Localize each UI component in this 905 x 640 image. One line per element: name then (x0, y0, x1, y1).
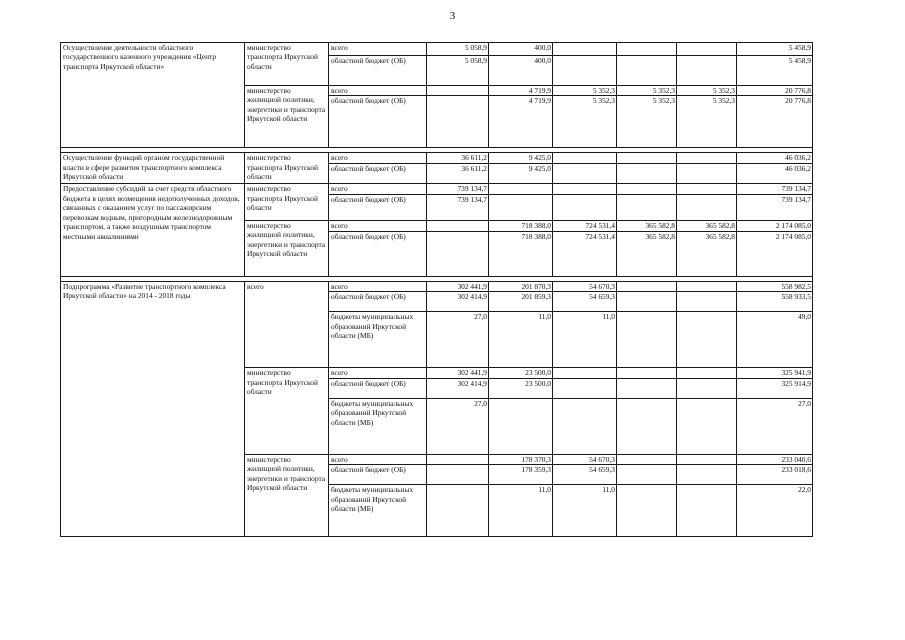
amount-2016: 54 670,3 (553, 454, 617, 464)
amount-2017 (617, 184, 677, 194)
amount-2014: 27,0 (427, 398, 489, 454)
amount-2014: 302 414,9 (427, 378, 489, 398)
program-name: Осуществление функций органом государственной власти в сфере развития транспортного комплекса Иркутской области (61, 153, 245, 184)
amount-2017 (617, 312, 677, 368)
amount-2015 (489, 398, 553, 454)
amount-2017 (617, 485, 677, 537)
amount-2014 (427, 96, 489, 148)
funding-source: областной бюджет (ОБ) (329, 164, 427, 184)
amount-2015: 178 370,3 (489, 454, 553, 464)
funding-source: всего (329, 43, 427, 56)
amount-2015: 718 388,0 (489, 231, 553, 276)
executor: министерство жилищной политики, энергетики и транспорта Иркутской области (245, 220, 329, 276)
amount-2016: 11,0 (553, 485, 617, 537)
amount-2015 (489, 184, 553, 194)
amount-2018: 5 352,3 (677, 86, 737, 96)
amount-2014: 302 441,9 (427, 281, 489, 291)
amount-total: 46 036,2 (737, 164, 813, 184)
amount-2016: 54 659,3 (553, 292, 617, 312)
amount-2016: 5 352,3 (553, 86, 617, 96)
amount-2017: 5 352,3 (617, 86, 677, 96)
executor: министерство транспорта Иркутской области (245, 153, 329, 184)
amount-2014: 302 441,9 (427, 368, 489, 378)
amount-2014: 5 058,9 (427, 43, 489, 56)
funding-source: всего (329, 368, 427, 378)
amount-2016: 724 531,4 (553, 220, 617, 231)
funding-source: всего (329, 220, 427, 231)
executor: министерство транспорта Иркутской области (245, 368, 329, 454)
amount-2014: 36 611,2 (427, 164, 489, 184)
amount-2017 (617, 281, 677, 291)
amount-2017: 365 582,8 (617, 231, 677, 276)
amount-total: 5 458,9 (737, 56, 813, 86)
amount-2015: 201 870,3 (489, 281, 553, 291)
page-number: 3 (449, 10, 456, 22)
amount-total: 5 458,9 (737, 43, 813, 56)
amount-total: 558 982,5 (737, 281, 813, 291)
amount-2017 (617, 164, 677, 184)
amount-2015: 4 719,9 (489, 86, 553, 96)
funding-source: областной бюджет (ОБ) (329, 231, 427, 276)
amount-2018 (677, 398, 737, 454)
amount-2014: 36 611,2 (427, 153, 489, 164)
amount-2015: 400,0 (489, 43, 553, 56)
program-name: Осуществление деятельности областного государственного казенного учреждения «Центр транспорта Иркутской области» (61, 43, 245, 148)
amount-2017 (617, 153, 677, 164)
amount-2017 (617, 398, 677, 454)
amount-2016: 54 659,3 (553, 465, 617, 485)
subprogram-name: Подпрограмма «Развитие транспортного комплекса Иркутской области» на 2014 - 2018 годы (61, 281, 245, 536)
program-name: Предоставление субсидий за счет средств областного бюджета в целях возмещения недополученных доходов, связанных с оказанием услуг по пассажирским перевозкам водным, пригородным железнодорожным транспортом, а также воздушным транспортом местными авиалиниями (61, 184, 245, 276)
amount-2016: 54 670,3 (553, 281, 617, 291)
executor: министерство транспорта Иркутской области (245, 43, 329, 86)
amount-2017: 365 582,8 (617, 220, 677, 231)
amount-2017 (617, 292, 677, 312)
amount-2015: 4 719,9 (489, 96, 553, 148)
funding-source: всего (329, 454, 427, 464)
amount-total: 739 134,7 (737, 184, 813, 194)
amount-2015: 400,0 (489, 56, 553, 86)
funding-source: бюджеты муниципальных образований Иркутской области (МБ) (329, 398, 427, 454)
amount-2018 (677, 312, 737, 368)
amount-2016 (553, 56, 617, 86)
amount-2014 (427, 454, 489, 464)
amount-total: 325 914,9 (737, 378, 813, 398)
amount-2016 (553, 43, 617, 56)
amount-2014 (427, 465, 489, 485)
amount-2018: 5 352,3 (677, 96, 737, 148)
amount-2018 (677, 292, 737, 312)
funding-source: областной бюджет (ОБ) (329, 378, 427, 398)
amount-2018 (677, 378, 737, 398)
table-row (61, 281, 813, 291)
executor: министерство жилищной политики, энергетики и транспорта Иркутской области (245, 454, 329, 536)
amount-total: 233 040,6 (737, 454, 813, 464)
amount-2015: 9 425,0 (489, 153, 553, 164)
amount-2017 (617, 368, 677, 378)
funding-source: областной бюджет (ОБ) (329, 465, 427, 485)
amount-2016: 5 352,3 (553, 96, 617, 148)
amount-2018 (677, 485, 737, 537)
amount-2015: 718 388,0 (489, 220, 553, 231)
amount-2018 (677, 184, 737, 194)
amount-total: 2 174 085,0 (737, 220, 813, 231)
table-row (61, 184, 813, 194)
funding-source: областной бюджет (ОБ) (329, 96, 427, 148)
amount-2014: 739 134,7 (427, 194, 489, 220)
amount-2015: 201 859,3 (489, 292, 553, 312)
amount-2016 (553, 164, 617, 184)
amount-2017 (617, 378, 677, 398)
funding-source: областной бюджет (ОБ) (329, 292, 427, 312)
amount-total: 558 933,5 (737, 292, 813, 312)
amount-2017 (617, 56, 677, 86)
amount-2018 (677, 43, 737, 56)
amount-2016: 724 531,4 (553, 231, 617, 276)
table-row (61, 43, 813, 56)
amount-2016 (553, 368, 617, 378)
funding-source: всего (329, 184, 427, 194)
amount-2015 (489, 194, 553, 220)
amount-2014: 27,0 (427, 312, 489, 368)
table-row (61, 153, 813, 164)
amount-2017 (617, 454, 677, 464)
amount-2016 (553, 194, 617, 220)
amount-2018: 365 582,8 (677, 231, 737, 276)
executor: всего (245, 281, 329, 367)
amount-2015: 178 359,3 (489, 465, 553, 485)
funding-source: бюджеты муниципальных образований Иркутской области (МБ) (329, 485, 427, 537)
amount-2015: 23 500,0 (489, 378, 553, 398)
amount-2018 (677, 194, 737, 220)
amount-2015: 11,0 (489, 312, 553, 368)
amount-total: 20 776,8 (737, 86, 813, 96)
amount-2018 (677, 465, 737, 485)
amount-total: 739 134,7 (737, 194, 813, 220)
amount-2018 (677, 164, 737, 184)
amount-2014 (427, 231, 489, 276)
amount-2016 (553, 153, 617, 164)
amount-2014: 5 058,9 (427, 56, 489, 86)
amount-2017: 5 352,3 (617, 96, 677, 148)
amount-2017 (617, 43, 677, 56)
funding-source: всего (329, 153, 427, 164)
funding-source: всего (329, 281, 427, 291)
amount-2015: 11,0 (489, 485, 553, 537)
amount-2016 (553, 378, 617, 398)
amount-total: 27,0 (737, 398, 813, 454)
amount-2014 (427, 86, 489, 96)
amount-total: 233 018,6 (737, 465, 813, 485)
amount-2017 (617, 194, 677, 220)
amount-total: 325 941,9 (737, 368, 813, 378)
amount-2014 (427, 220, 489, 231)
budget-table (60, 42, 813, 537)
executor: министерство жилищной политики, энергетики и транспорта Иркутской области (245, 86, 329, 148)
amount-2018 (677, 368, 737, 378)
amount-2018 (677, 281, 737, 291)
amount-2017 (617, 465, 677, 485)
funding-source: областной бюджет (ОБ) (329, 194, 427, 220)
amount-total: 22,0 (737, 485, 813, 537)
amount-2016 (553, 398, 617, 454)
funding-source: всего (329, 86, 427, 96)
amount-2016: 11,0 (553, 312, 617, 368)
funding-source: областной бюджет (ОБ) (329, 56, 427, 86)
amount-2014: 739 134,7 (427, 184, 489, 194)
executor: министерство транспорта Иркутской области (245, 184, 329, 220)
amount-2015: 9 425,0 (489, 164, 553, 184)
amount-2016 (553, 184, 617, 194)
amount-2018 (677, 454, 737, 464)
amount-2018: 365 582,8 (677, 220, 737, 231)
amount-2018 (677, 153, 737, 164)
amount-2014 (427, 485, 489, 537)
amount-2014: 302 414,9 (427, 292, 489, 312)
amount-total: 20 776,8 (737, 96, 813, 148)
amount-total: 49,0 (737, 312, 813, 368)
funding-source: бюджеты муниципальных образований Иркутской области (МБ) (329, 312, 427, 368)
amount-total: 46 036,2 (737, 153, 813, 164)
amount-2015: 23 500,0 (489, 368, 553, 378)
amount-2018 (677, 56, 737, 86)
amount-total: 2 174 085,0 (737, 231, 813, 276)
